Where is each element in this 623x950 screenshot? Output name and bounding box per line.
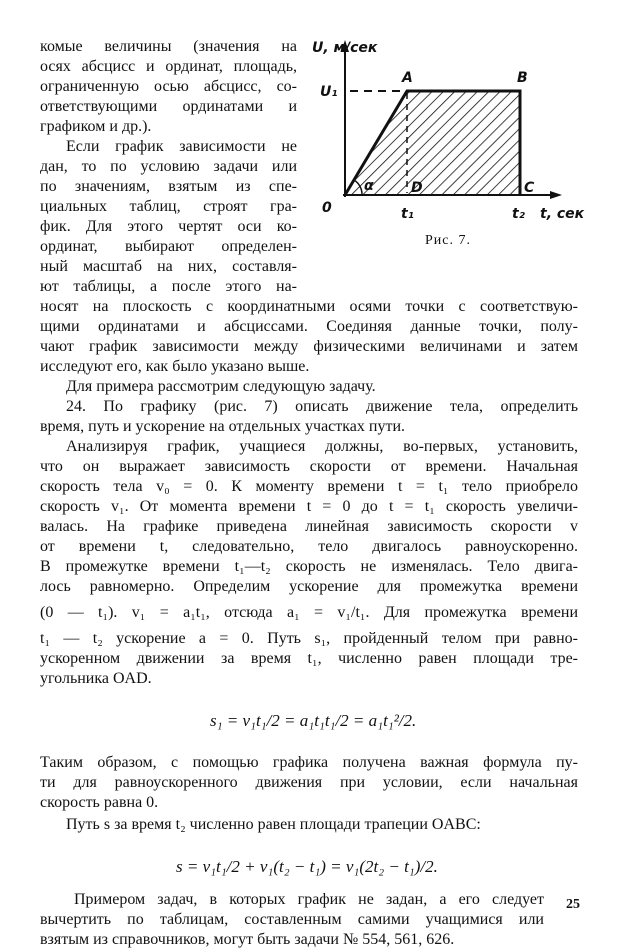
text-line: осях абсцисс и ординат, площадь, bbox=[40, 58, 297, 75]
angle-label: α bbox=[364, 178, 374, 194]
x-axis-arrow bbox=[550, 191, 562, 199]
formula-s: s = v₁t₁/2 + v₁(t₂ − t₁) = v₁(2t₂ − t₁)/2. bbox=[176, 857, 438, 876]
velocity-time-graph bbox=[312, 30, 602, 240]
text-line: что он выражает зависимость скорости от времени. Начальная bbox=[40, 458, 578, 475]
text-line: фик. Для этого чертят оси ко- bbox=[40, 218, 297, 235]
text-line: дан, то по условию задачи или bbox=[40, 158, 297, 175]
text-line: чают график зависимости между физическими величинами и затем bbox=[40, 338, 578, 355]
figure-caption: Рис. 7. bbox=[425, 233, 471, 248]
text-line: исследуют его, как было указано выше. bbox=[40, 358, 310, 375]
text-line: комые величины (значения на bbox=[40, 38, 297, 55]
point-c-label: C bbox=[524, 180, 535, 196]
text-line: графиком и др.). bbox=[40, 118, 152, 135]
text-line: носят на плоскость с координатными осями точки с соответствую- bbox=[40, 298, 578, 315]
text-line: В промежутке времени t₁—t₂ скорость не изменялась. Тело двига- bbox=[40, 558, 578, 575]
x-axis-label: t, сек bbox=[540, 206, 585, 222]
text-line: скорость v₁. От момента времени t = 0 до t = t₁ скорость увеличи- bbox=[40, 498, 578, 515]
text-line: скорость равна 0. bbox=[40, 794, 159, 811]
text-line: время, путь и ускорение на отдельных участках пути. bbox=[40, 418, 406, 435]
text-line: ответствующими ординатами и bbox=[40, 98, 297, 115]
text-line: Примером задач, в которых график не задан, а его следует bbox=[74, 891, 544, 908]
y-axis-label: U, м/сек bbox=[312, 40, 378, 56]
text-line: ти для равноускоренного движения при условии, если начальная bbox=[40, 774, 578, 791]
text-line: (0 — t₁). v₁ = a₁t₁, отсюда a₁ = v₁/t₁. Для промежутка времени bbox=[40, 604, 578, 621]
text-line: ускоренном движении за время t₁, численно равен площади тре- bbox=[40, 650, 578, 667]
t2-label: t₂ bbox=[512, 206, 525, 222]
point-d-label: D bbox=[411, 180, 423, 196]
text-line: ный масштаб на них, составля- bbox=[40, 258, 297, 275]
page-number: 25 bbox=[566, 897, 580, 912]
text-line: вычертить по таблицам, составленным самими учащимися или bbox=[40, 911, 544, 928]
t1-label: t₁ bbox=[401, 206, 414, 222]
origin-label: 0 bbox=[322, 200, 332, 216]
point-b-label: B bbox=[517, 70, 528, 86]
text-line: Если график зависимости не bbox=[66, 138, 297, 155]
text-line: скорость тела v₀ = 0. К моменту времени t = t₁ тело приобрело bbox=[40, 478, 578, 495]
text-line: лось равномерно. Определим ускорение для промежутка времени bbox=[40, 578, 578, 595]
text-line: Анализируя график, учащиеся должны, во-первых, установить, bbox=[66, 438, 578, 455]
text-line: валась. На графике приведена линейная зависимость скорости v bbox=[40, 518, 578, 535]
text-line: щими ординатами и абсциссами. Соединяя данные точки, полу- bbox=[40, 318, 578, 335]
text-line: ординат, выбирают определен- bbox=[40, 238, 297, 255]
problem-heading: 24. По графику (рис. 7) описать движение тела, определить bbox=[66, 398, 578, 415]
text-line: по значениям, взятым из спе- bbox=[40, 178, 297, 195]
text-line: ют таблицы, а после этого на- bbox=[40, 278, 297, 295]
text-line: от времени t, следовательно, тело двигалось равноускоренно. bbox=[40, 538, 578, 555]
text-line: ограниченную осью абсцисс, со- bbox=[40, 78, 297, 95]
text-line: t₁ — t₂ ускорение a = 0. Путь s₁, пройденный телом при равно- bbox=[40, 630, 578, 647]
text-line: Для примера рассмотрим следующую задачу. bbox=[66, 378, 376, 395]
text-line: циальных таблиц, строят гра- bbox=[40, 198, 297, 215]
text-line: угольника OAD. bbox=[40, 670, 152, 687]
text-line: Путь s за время t₂ численно равен площади трапеции OABC: bbox=[66, 816, 481, 833]
text-line: взятым из справочников, могут быть задачи № 554, 561, 626. bbox=[40, 931, 455, 948]
v1-label: U₁ bbox=[320, 84, 338, 100]
point-a-label: A bbox=[402, 70, 413, 86]
formula-s1: s₁ = v₁t₁/2 = a₁t₁t₁/2 = a₁t₁²/2. bbox=[210, 711, 417, 730]
text-line: Таким образом, с помощью графика получена важная формула пу- bbox=[40, 754, 578, 771]
